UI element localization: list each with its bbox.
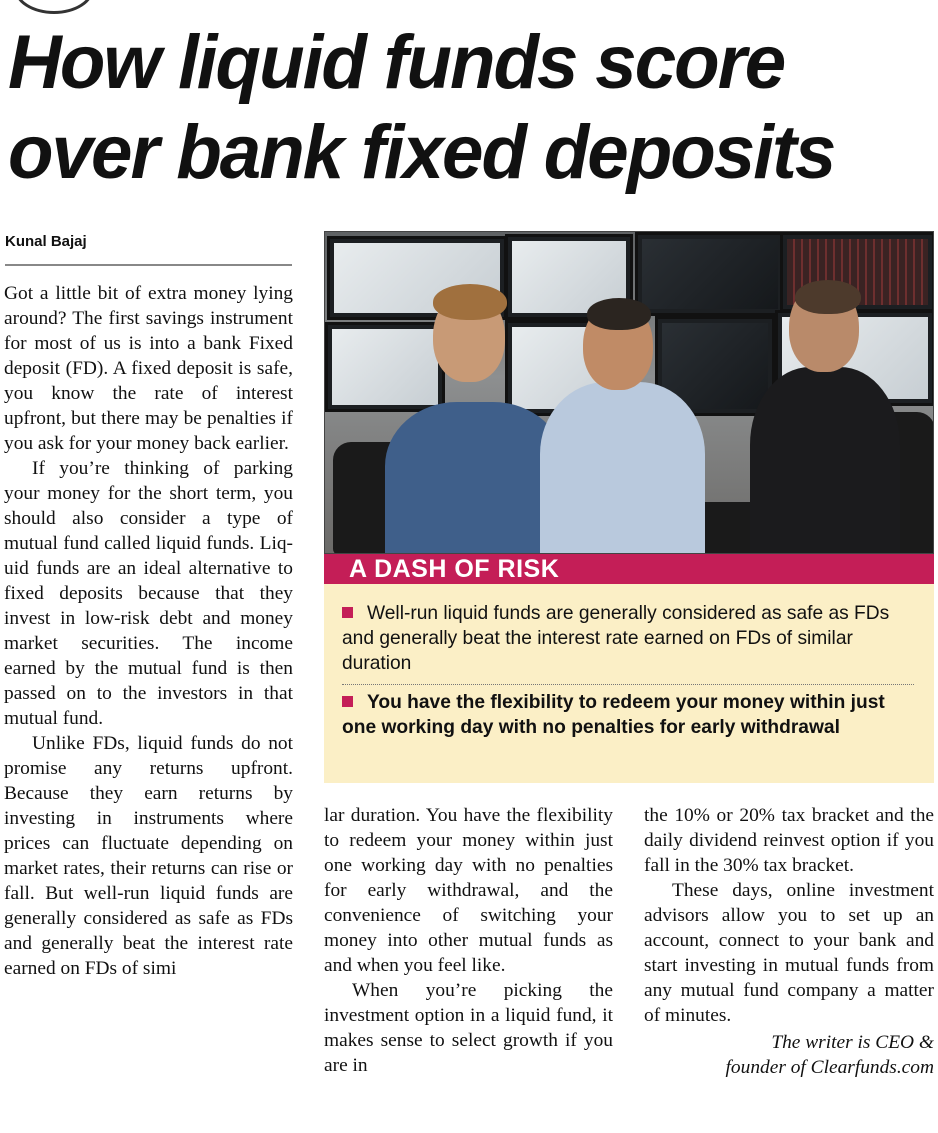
byline-divider	[5, 264, 292, 266]
headline-line-2: over bank fixed deposits	[8, 110, 835, 195]
sidebar-item-text: Well-run liquid funds are generally considered as safe as FDs and generally beat the interest rate earned on FDs of similar duration	[342, 603, 890, 674]
decorative-circle	[14, 0, 94, 14]
bullet-square-icon	[342, 607, 353, 618]
sidebar-box	[324, 554, 934, 783]
bullet-square-icon	[342, 696, 353, 707]
sidebar-item	[324, 601, 934, 676]
article-photo	[324, 231, 934, 554]
sidebar-title: A DASH OF RISK	[324, 554, 934, 584]
sidebar-item	[324, 690, 934, 740]
paragraph: These days, online investment advisors allow you to set up an account, connect to your bank and start investing in mutual funds from any mutual fund company a matter of minutes.	[644, 880, 934, 1026]
paragraph: If you’re thinking of parking your money for the short term, you should also consider a type of mutual fund called liquid funds. Liquid funds are an ideal alternative to fixed deposits because that they invest in low-risk debt and money market securities. The income earned by the mutual fund is then passed on to the investors in that mutual fund.	[4, 458, 293, 729]
sidebar-item-text: You have the flexibility to redeem your money within just one working day with no penalties for early withdrawal	[342, 692, 885, 738]
paragraph: lar duration. You have the flexibility to redeem your money within just one working day with no penalties for early withdrawal, and the convenience of switching your money into other mutual funds as and when you feel like.	[324, 805, 613, 976]
article-column-1	[4, 281, 293, 981]
author-credit-line-1: The writer is CEO &	[771, 1032, 934, 1053]
dotted-divider	[342, 684, 914, 685]
headline-line-1: How liquid funds score	[8, 20, 785, 105]
headline	[8, 18, 910, 198]
paragraph: Got a little bit of extra money lying around? The first savings instrument for most of us is into a bank Fixed deposit (FD). A fixed deposit is safe, you know the rate of interest upfront, but there may be penalties if you ask for your money back earlier.	[4, 283, 293, 454]
paragraph: When you’re picking the investment option in a liquid fund, it makes sense to select growth if you are in	[324, 980, 613, 1076]
article-column-2	[324, 803, 613, 1078]
paragraph: the 10% or 20% tax bracket and the daily dividend reinvest option if you fall in the 30% tax bracket.	[644, 805, 934, 876]
author-credit	[644, 1030, 934, 1080]
article-column-3	[644, 803, 934, 1080]
author-credit-line-2: founder of Clearfunds.com	[725, 1057, 934, 1078]
paragraph: Unlike FDs, liquid funds do not promise any returns upfront. Because they earn returns by investing in instruments where prices can fluctuate depending on market rates, their returns can rise or fall. But well-run liquid funds are generally considered as safe as FDs and generally beat the interest rate earned on FDs of simi	[4, 733, 293, 979]
byline: Kunal Bajaj	[5, 233, 87, 250]
